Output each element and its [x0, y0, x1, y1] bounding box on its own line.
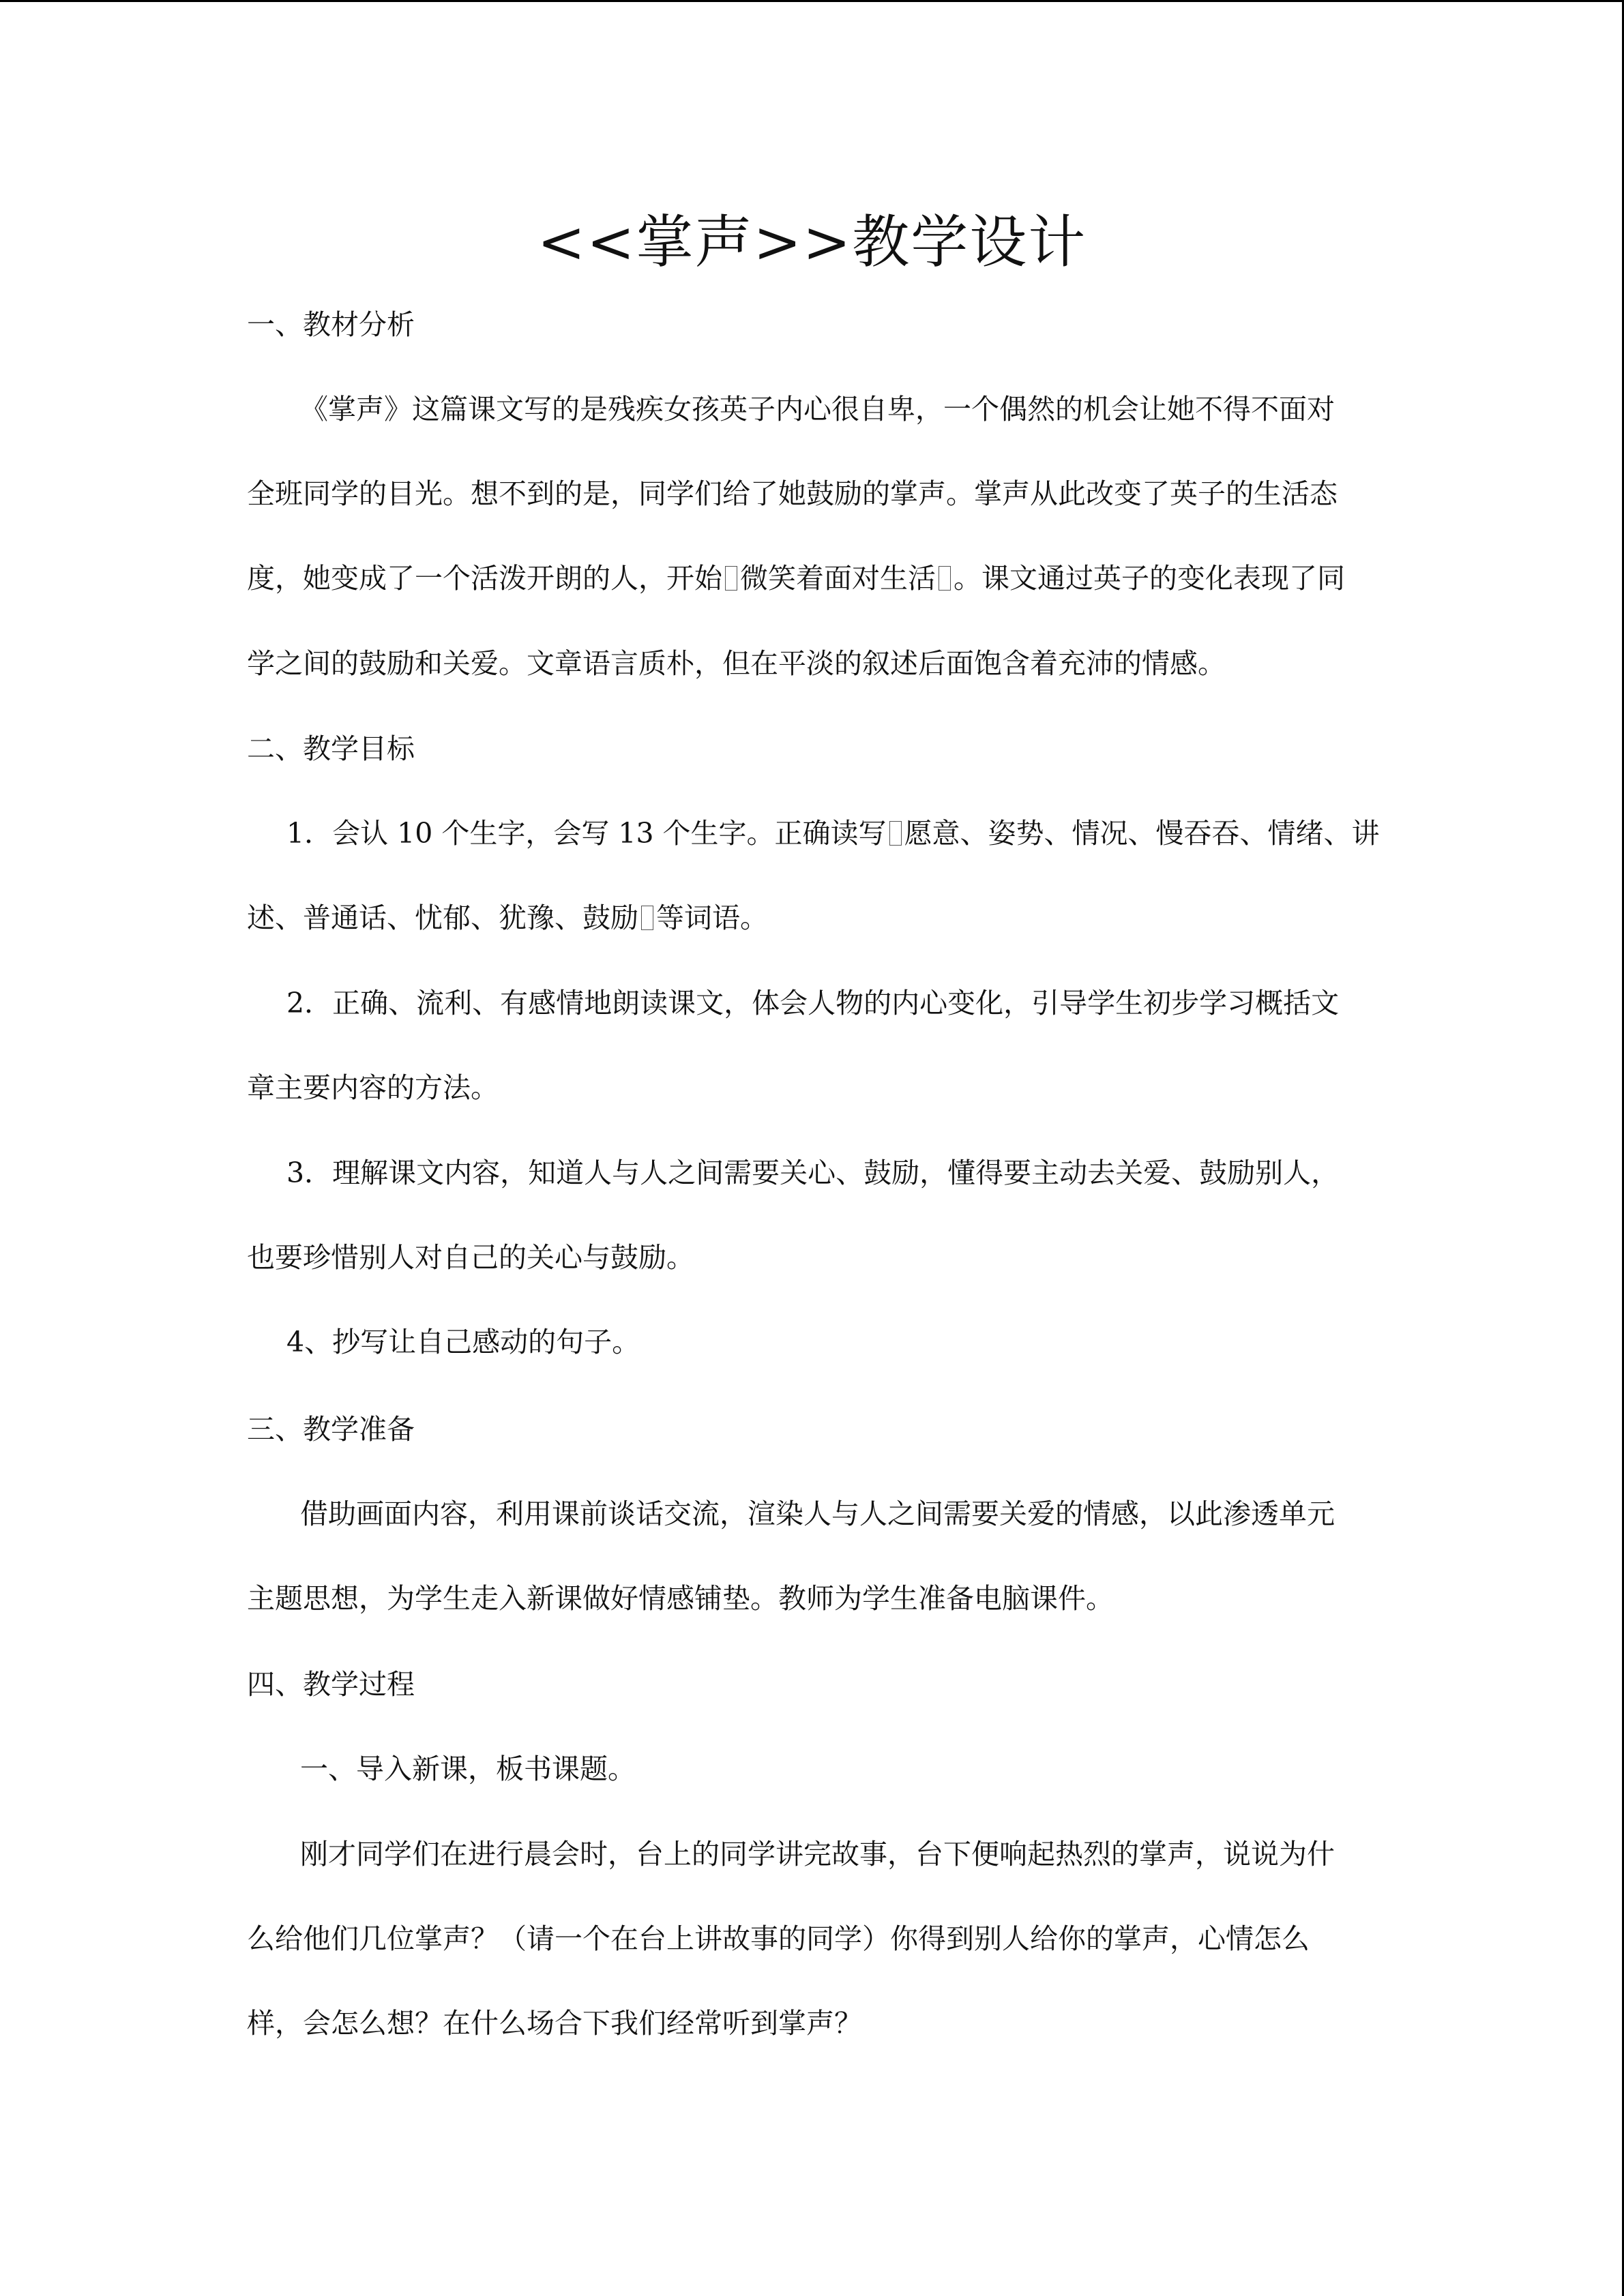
paragraph-line	[247, 558, 1345, 599]
paragraph-line: 么给他们几位掌声？（请一个在台上讲故事的同学）你得到别人给你的掌声，心情怎么	[247, 1922, 1310, 1955]
list-item-line: 4、抄写让自己感动的句子。	[286, 1326, 640, 1358]
list-item-line: 也要珍惜别人对自己的关心与鼓励。	[247, 1241, 694, 1274]
paragraph-line: 主题思想，为学生走入新课做好情感铺垫。教师为学生准备电脑课件。	[247, 1582, 1114, 1615]
list-item-line: 2．正确、流利、有感情地朗读课文，体会人物的内心变化，引导学生初步学习概括文	[286, 987, 1340, 1019]
section-heading-preparation: 三、教学准备	[247, 1413, 415, 1446]
text-fragment: 1．会认 10 个生字，会写 13 个生字。正确读写	[286, 817, 887, 850]
text-fragment: 。课文通过英子的变化表现了同	[954, 562, 1345, 595]
paragraph-line: 学之间的鼓励和关爱。文章语言质朴，但在平淡的叙述后面饱含着充沛的情感。	[247, 647, 1226, 680]
document-title: <<掌声>>教学设计	[537, 209, 1087, 275]
text-fragment: 微笑着面对生活	[740, 562, 936, 595]
missing-glyph-box	[939, 566, 951, 591]
paragraph-line: 借助画面内容，利用课前谈话交流，渲染人与人之间需要关爱的情感，以此渗透单元	[300, 1497, 1335, 1530]
list-item-line	[286, 813, 1380, 854]
page-top-border	[0, 0, 1624, 2]
missing-glyph-box	[889, 821, 902, 846]
text-fragment: 等词语。	[656, 901, 768, 934]
paragraph-line: 样，会怎么想？在什么场合下我们经常听到掌声？	[247, 2007, 862, 2040]
subheading-intro: 一、导入新课，板书课题。	[300, 1753, 636, 1785]
paragraph-line: 全班同学的目光。想不到的是，同学们给了她鼓励的掌声。掌声从此改变了英子的生活态	[247, 477, 1338, 510]
list-item-line: 章主要内容的方法。	[247, 1071, 499, 1104]
section-heading-objectives: 二、教学目标	[247, 732, 415, 765]
section-heading-process: 四、教学过程	[247, 1668, 415, 1701]
text-fragment: 愿意、姿势、情况、慢吞吞、情绪、讲	[904, 817, 1380, 850]
text-fragment: 度，她变成了一个活泼开朗的人，开始	[247, 562, 722, 595]
missing-glyph-box	[725, 566, 737, 591]
list-item-line: 3．理解课文内容，知道人与人之间需要关心、鼓励，懂得要主动去关爱、鼓励别人，	[286, 1157, 1340, 1189]
list-item-line	[247, 897, 768, 938]
missing-glyph-box	[641, 906, 653, 930]
section-heading-materials: 一、教材分析	[247, 308, 415, 341]
text-fragment: 述、普通话、忧郁、犹豫、鼓励	[247, 901, 638, 934]
paragraph-line: 《掌声》这篇课文写的是残疾女孩英子内心很自卑，一个偶然的机会让她不得不面对	[300, 393, 1335, 426]
paragraph-line: 刚才同学们在进行晨会时，台上的同学讲完故事，台下便响起热烈的掌声，说说为什	[300, 1838, 1335, 1870]
